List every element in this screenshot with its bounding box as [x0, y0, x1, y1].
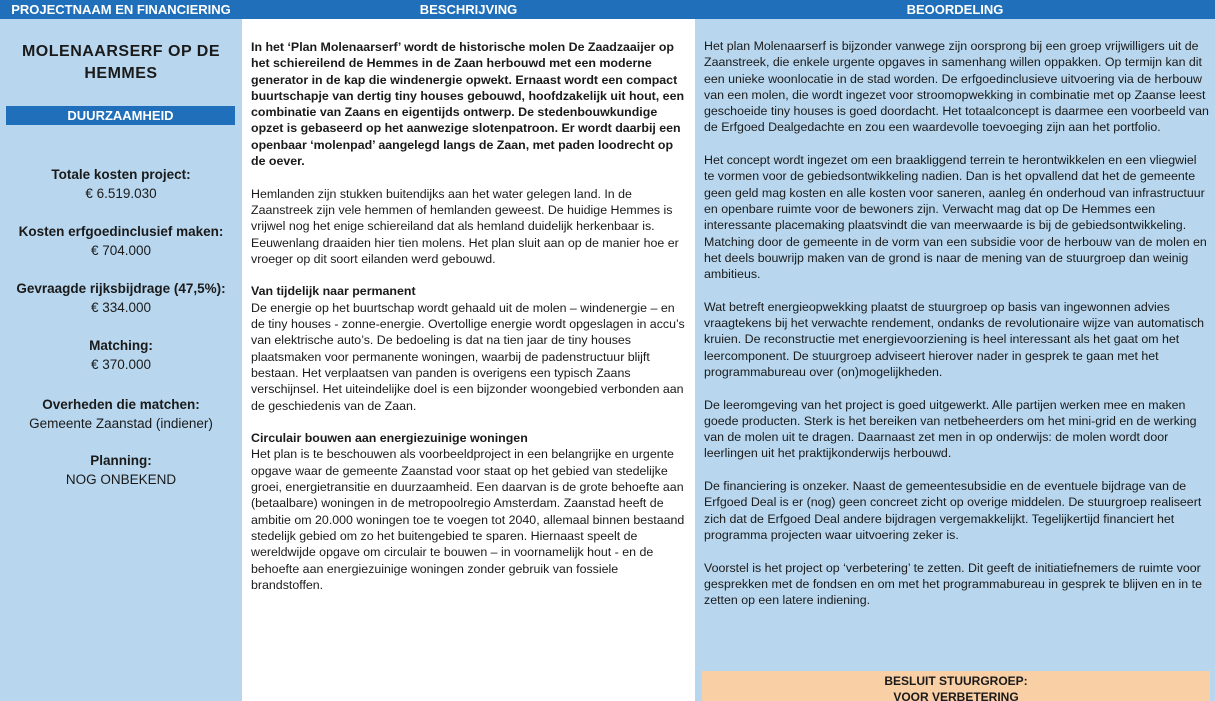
steering-group-decision	[702, 671, 1210, 701]
fact-value: € 370.000	[90, 357, 152, 372]
header-assessment: BEOORDELING	[695, 0, 1215, 19]
fact-label: Overheden die matchen:	[42, 397, 200, 412]
fact-label: Planning:	[90, 453, 152, 468]
fact-value: € 704.000	[90, 243, 152, 258]
header-project-financing: PROJECTNAAM EN FINANCIERING	[0, 0, 242, 19]
fact-label: Kosten erfgoedinclusief maken:	[18, 224, 224, 239]
assessment-column	[695, 19, 1215, 701]
fact-heritage-cost	[4, 222, 238, 260]
category-badge: DUURZAAMHEID	[6, 106, 235, 125]
fact-label: Totale kosten project:	[51, 167, 191, 182]
description-section	[251, 283, 689, 413]
fact-planning	[4, 451, 238, 489]
section-heading: Van tijdelijk naar permanent	[251, 284, 416, 299]
decision-value: VOOR VERBETERING	[893, 690, 1019, 701]
description-intro: In het ‘Plan Molenaarserf’ wordt de historische molen De Zaadzaaijer op het schiereilend de Hemmes in de Zaan herbouwd met een moderne generator in de kap die windenergie opwekt. Ernaast wordt een compact buurtschapje van dertig tiny houses gebouwd, hoofdzakelijk uit hout, een combinatie van Zaans en eigentijds ontwerp. De stedenbouwkundige opzet is gebaseerd op het aanwezige slotenpatroon. Er wordt daarbij een openbaar ‘molenpad’ aangelegd langs de Zaan, met paden loodrecht op de oever.	[251, 40, 685, 169]
fact-label: Gevraagde rijksbijdrage (47,5%):	[16, 281, 226, 296]
fact-total-cost	[4, 165, 238, 203]
fact-value: € 334.000	[90, 300, 152, 315]
fact-label: Matching:	[89, 338, 153, 353]
assessment-paragraph: Het concept wordt ingezet om een braakliggend terrein te herontwikkelen en een vliegwiel te vormen voor de gebiedsontwikkeling nadien. Dan is het opvallend dat het de gemeente geen geld mag kosten en alle kosten voor saneren, aanleg én onderhoud van infrastructuur en openbare ruimte voor de bewoners zijn. Verwacht mag dat op De Hemmes een interessante placemaking plaatsvindt die van meerwaarde is bij de gebiedsontwikkeling. Matching door de gemeente in de vorm van een subsidie voor de herbouw van de molen en het deels bouwrijp maken van de grond is naar de mening van de stuurgroep dan weinig ambitieus.	[704, 153, 1207, 282]
decision-label: BESLUIT STUURGROEP:	[884, 674, 1028, 688]
description-column	[242, 19, 695, 701]
fact-value: Gemeente Zaanstad (indiener)	[29, 416, 213, 431]
fact-value: NOG ONBEKEND	[65, 472, 177, 487]
assessment-paragraph: De financiering is onzeker. Naast de gemeentesubsidie en de eventuele bijdrage van de Erfgoed Deal is er (nog) geen concreet zicht op overige middelen. De stuurgroep realiseert zich dat de Erfgoed Deal andere bijdragen vergemakkelijkt. Tegelijkertijd financiert het programma projecten waar uitvoering zeker is.	[704, 479, 1202, 542]
assessment-paragraph: De leeromgeving van het project is goed uitgewerkt. Alle partijen werken mee en maken goede producten. Sterk is het bereiken van netbeheerders om het mini-grid en de werking van de molen uit te dragen. Daarnaast zet men in op onderwijs: de molen wordt door leerlingen uit het praktijkonderwijs herbouwd.	[704, 397, 1197, 461]
section-heading: Circulair bouwen aan energiezuinige woningen	[251, 431, 528, 446]
fact-matching-governments	[4, 395, 238, 433]
project-column	[0, 19, 242, 701]
assessment-text	[704, 38, 1209, 625]
header-description: BESCHRIJVING	[242, 0, 695, 19]
assessment-paragraph: Wat betreft energieopwekking plaatst de stuurgroep op basis van ingewonnen advies vraagtekens bij het verwachte rendement, ondanks de revolutionaire wijze van automatisch kruien. De reconstructie met energievoorziening is heel interessant als het gaat om het leercomponent. De stuurgroep adviseert hierover nader in gesprek te gaan met het programmabureau over (on)mogelijkheden.	[704, 299, 1205, 379]
section-body: Het plan is te beschouwen als voorbeeldproject in een belangrijke en urgente opgave waar de gemeente Zaanstad voor staat op het gebied van stedelijke groei, energietransitie en duurzaamheid. Een daarvan is de grote behoefte aan (betaalbare) woningen in de metropoolregio Amsterdam. Zaanstad heeft de ambitie om 20.000 woningen toe te voegen tot 2040, allemaal binnen bestaand stedelijk gebied om zo het buitengebied te sparen. Hiernaast speelt de wereldwijde opgave om circulair te bouwen – in voornamelijk hout - en de behoefte aan energiezuinige woningen zonder gebruik van fossiele brandstoffen.	[251, 447, 685, 592]
section-body: De energie op het buurtschap wordt gehaald uit de molen – windenergie – en de tiny houses - zonne-energie. Overtollige energie wordt opgeslagen in accu’s van elektrische auto’s. De bedoeling is dat na tien jaar de tiny houses plaatsmaken voor permanente woningen, waarbij de padenstructuur blijft bestaan. Het verplaatsen van panden is overigens een typisch Zaans verschijnsel. Het uiteindelijke doel is een bijzonder woongebied verbonden aan de geschiedenis van de Zaan.	[251, 300, 685, 413]
fact-requested-contribution	[4, 279, 238, 317]
assessment-paragraph: Voorstel is het project op ‘verbetering’ te zetten. Dit geeft de initiatiefnemers de ruimte voor gesprekken met de fondsen en om met het programmabureau in gesprek te blijven en in te zetten op een latere indiening.	[704, 560, 1202, 608]
project-title: MOLENAARSERF OP DE HEMMES	[21, 43, 221, 82]
fact-matching	[4, 336, 238, 374]
description-section	[251, 430, 689, 593]
assessment-paragraph: Het plan Molenaarserf is bijzonder vanwege zijn oorsprong bij een groep vrijwilligers uit de Zaanstreek, die enkele urgente opgaves in samenhang willen oppakken. Op termijn kan dit een unieke woonlocatie in de stad worden. De erfgoedinclusieve uitvoering via de herbouw van een molen, die wordt ingezet voor stroomopwekking in combinatie met op Zaanse leest geschoeide tiny houses is goed doordacht. Het totaalconcept is daarmee een voorbeeld van de Erfgoed Dealgedachte en zou een waardevolle toevoeging zijn aan het portfolio.	[704, 39, 1209, 135]
fact-value: € 6.519.030	[85, 186, 157, 201]
description-text	[251, 39, 689, 609]
description-paragraph: Hemlanden zijn stukken buitendijks aan het water gelegen land. In de Zaanstreek zijn vele hemmen of hemlanden geweest. De huidige Hemmes is vrijwel nog het enige schiereiland dat als hemland duidelijk herkenbaar is. Eeuwenlang draaiden hier tien molens. Het plan sluit aan op de manier hoe er vroeger op dit soort eilanden werd gebouwd.	[251, 186, 679, 266]
